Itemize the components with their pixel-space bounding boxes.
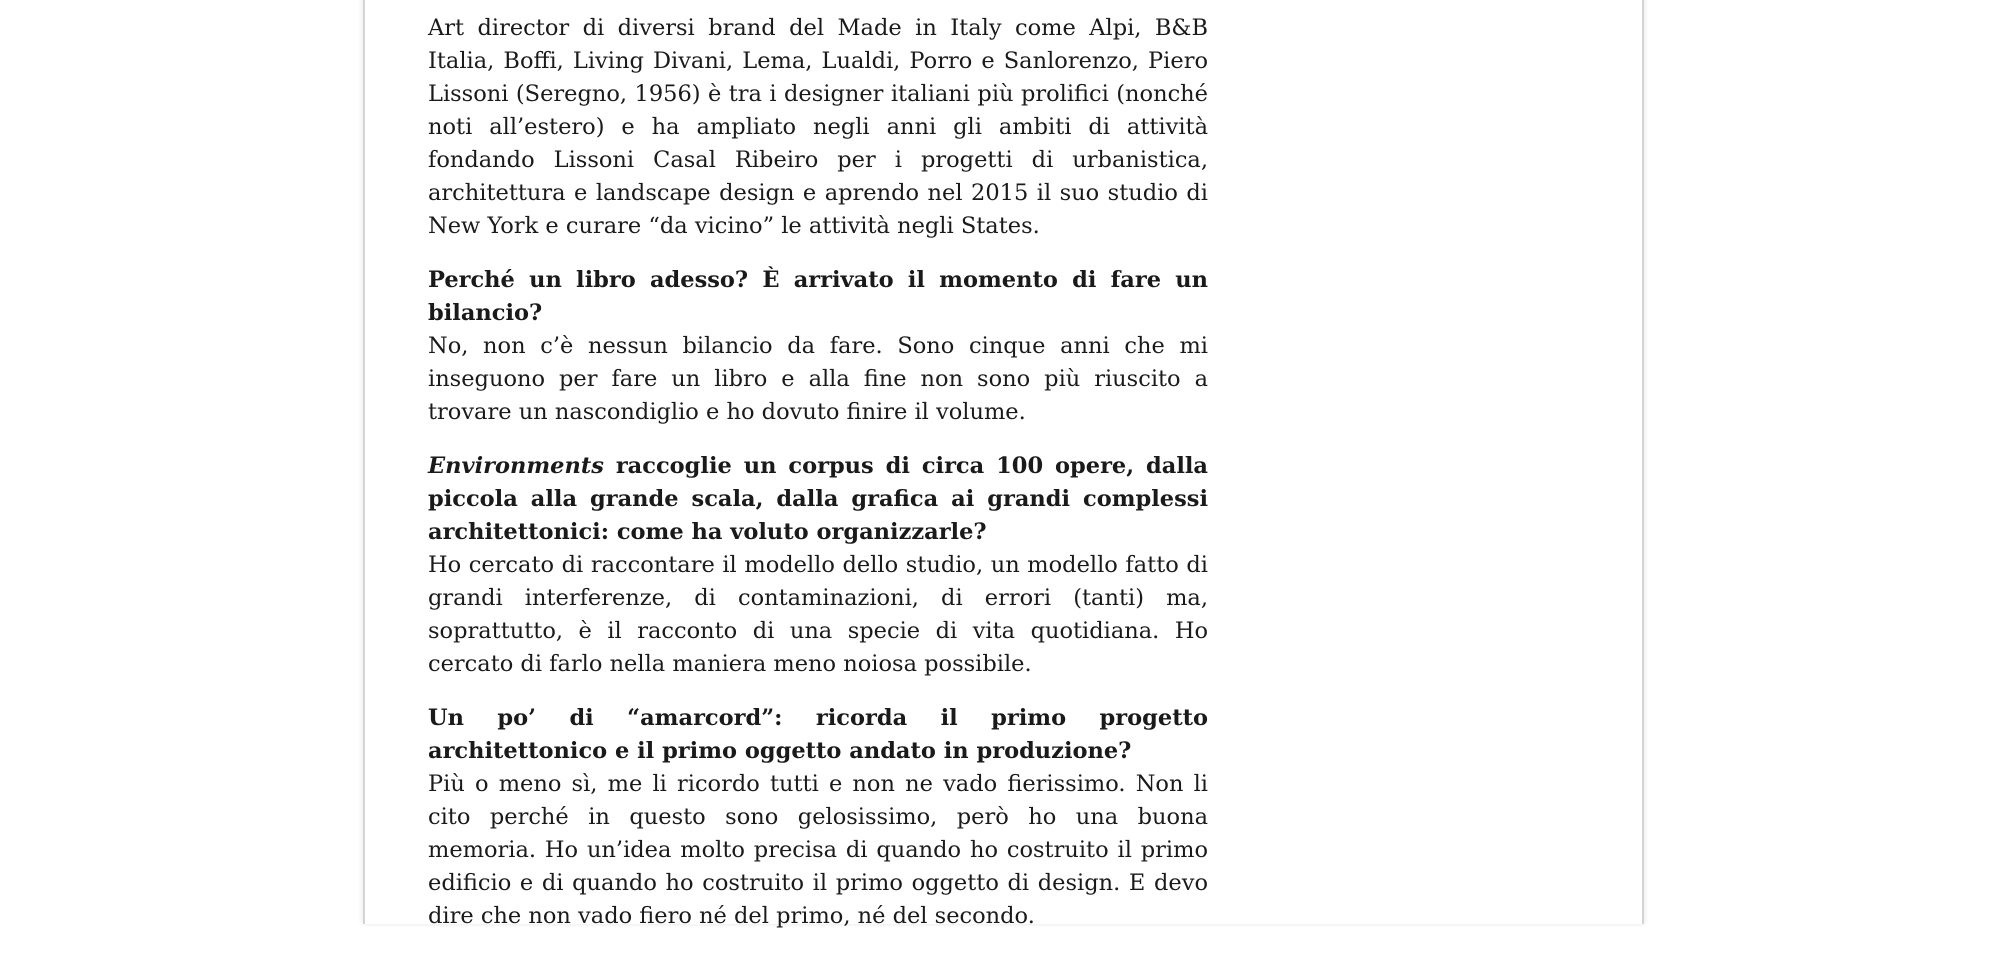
- qa-block-3: [428, 702, 1208, 933]
- interview-question: [428, 450, 1208, 549]
- intro-paragraph: Art director di diversi brand del Made in Italy come Alpi, B&B Italia, Boffi, Living Divani, Lema, Lualdi, Porro e Sanlorenzo, Piero Lissoni (Seregno, 1956) è tra i designer italiani più prolifici (nonché noti all’estero) e ha ampliato negli anni gli ambiti di attività fondando Lissoni Casal Ribeiro per i progetti di urbanistica, architettura e landscape design e aprendo nel 2015 il suo studio di New York e curare “da vicino” le attività negli States.: [428, 15, 1208, 239]
- interview-question: Un po’ di “amarcord”: ricorda il primo progetto architettonico e il primo oggetto andato in produzione?: [428, 705, 1208, 764]
- book-title: Environments: [428, 453, 604, 479]
- qa-block-2: [428, 450, 1208, 681]
- question-text: raccoglie un corpus di circa 100 opere, dalla piccola alla grande scala, dalla grafica ai grandi complessi architettonici: come ha voluto organizzarle?: [428, 453, 1208, 545]
- interview-question: Perché un libro adesso? È arrivato il momento di fare un bilancio?: [428, 267, 1208, 326]
- interview-answer: Ho cercato di raccontare il modello dello studio, un modello fatto di grandi interferenze, di contaminazioni, di errori (tanti) ma, soprattutto, è il racconto di una specie di vita quotidiana. Ho cercato di farlo nella maniera meno noiosa possibile.: [428, 552, 1208, 677]
- interview-answer: Più o meno sì, me li ricordo tutti e non ne vado fierissimo. Non li cito perché in questo sono gelosissimo, però ho una buona memoria. Ho un’idea molto precisa di quando ho costruito il primo edificio e di quando ho costruito il primo oggetto di design. E devo dire che non vado fiero né del primo, né del secondo.: [428, 771, 1208, 929]
- qa-block-1: [428, 264, 1208, 429]
- interview-answer: No, non c’è nessun bilancio da fare. Sono cinque anni che mi inseguono per fare un libro e alla fine non sono più riuscito a trovare un nascondiglio e ho dovuto finire il volume.: [428, 333, 1208, 425]
- article-body: [428, 12, 1208, 954]
- document-page: [363, 0, 1644, 929]
